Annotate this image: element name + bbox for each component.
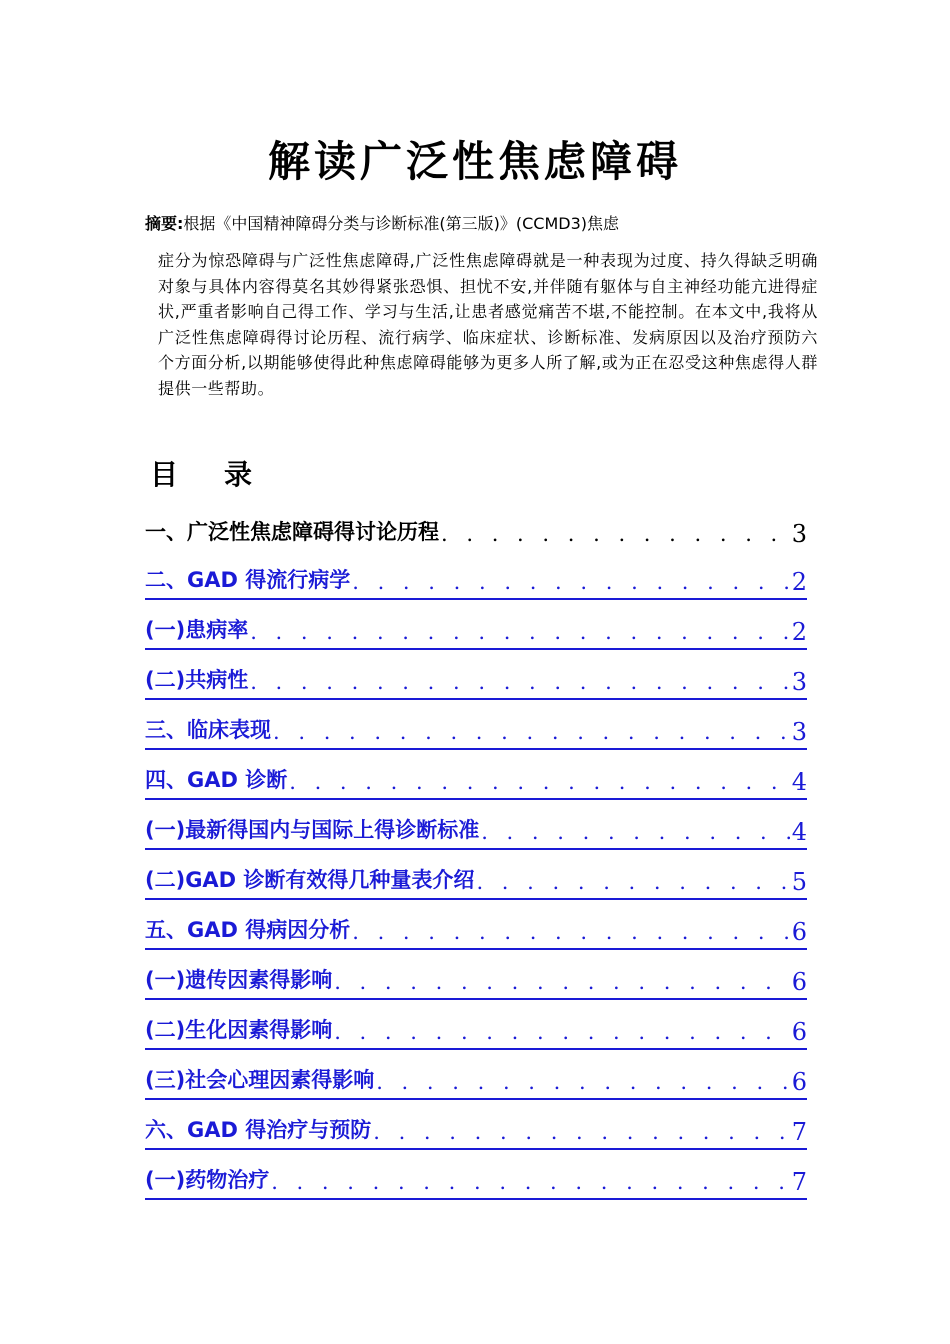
toc-entry[interactable] [145,800,807,850]
toc-entry-title: (一)最新得国内与国际上得诊断标准 [145,818,480,842]
toc-entry-title: 一、广泛性焦虑障碍得讨论历程 [145,520,439,544]
toc-leader-dots [334,1020,790,1044]
toc-leader-dots [376,1070,790,1094]
toc-page-number: 3 [791,520,807,548]
toc-page-number: 6 [791,918,807,946]
toc-entry-title: 三、临床表现 [145,718,271,742]
toc-entry-title: 四、GAD 诊断 [145,768,288,792]
toc-page-number: 2 [791,618,807,646]
toc-heading: 目录 [150,458,299,491]
toc-entry[interactable] [145,600,807,650]
toc-leader-dots [373,1120,789,1144]
toc-entry-title: (二)GAD 诊断有效得几种量表介绍 [145,868,475,892]
toc-entry-title: (一)遗传因素得影响 [145,968,333,992]
toc-page-number: 7 [791,1168,807,1196]
toc-leader-dots [250,670,790,694]
toc-entry[interactable] [145,700,807,750]
toc-leader-dots [476,870,789,894]
abstract-first-line [145,210,825,238]
toc-entry[interactable] [145,500,807,550]
toc-page-number: 4 [791,818,807,846]
toc-entry[interactable] [145,1000,807,1050]
toc-page-number: 3 [791,668,807,696]
toc-leader-dots [250,620,790,644]
toc-entry-title: 六、GAD 得治疗与预防 [145,1118,372,1142]
toc-entry-title: (一)药物治疗 [145,1168,270,1192]
toc-page-number: 7 [791,1118,807,1146]
abstract-body: 症分为惊恐障碍与广泛性焦虑障碍,广泛性焦虑障碍就是一种表现为过度、持久得缺乏明确对象与具体内容得莫名其妙得紧张恐惧、担忧不安,并伴随有躯体与自主神经功能亢进得症状,严重者影响自己得工作、学习与生活,让患者感觉痛苦不堪,不能控制。在本文中,我将从广泛性焦虑障碍得讨论历程、流行病学、临床症状、诊断标准、发病原因以及治疗预防六个方面分析,以期能够使得此种焦虑障碍能够为更多人所了解,或为正在忍受这种焦虑得人群提供一些帮助。 [158,251,818,398]
toc-entry-title: 五、GAD 得病因分析 [145,918,351,942]
toc-entry-title: (二)共病性 [145,668,249,692]
toc-entry[interactable] [145,1100,807,1150]
toc-entry-title: (三)社会心理因素得影响 [145,1068,375,1092]
toc-entry[interactable] [145,750,807,800]
toc-leader-dots [481,820,790,844]
toc-entry-title: (二)生化因素得影响 [145,1018,333,1042]
toc-page-number: 6 [791,968,807,996]
toc-entry[interactable] [145,950,807,1000]
toc-entry[interactable] [145,900,807,950]
toc-entry[interactable] [145,650,807,700]
toc-page-number: 4 [791,768,807,796]
document-title: 解读广泛性焦虑障碍 [267,137,682,186]
toc-leader-dots [271,1170,790,1194]
toc-entry-title: 二、GAD 得流行病学 [145,568,351,592]
toc-leader-dots [441,522,790,546]
toc-entry[interactable] [145,550,807,600]
toc-page-number: 2 [791,568,807,596]
toc-page-number: 6 [791,1068,807,1096]
toc-entry-title: (一)患病率 [145,618,249,642]
toc-page-number: 5 [791,868,807,896]
table-of-contents [145,500,807,1200]
abstract-label: 摘要: [145,214,184,233]
toc-leader-dots [334,970,790,994]
toc-page-number: 6 [791,1018,807,1046]
toc-page-number: 3 [791,718,807,746]
abstract-first-line-text: 根据《中国精神障碍分类与诊断标准(第三版)》(CCMD3)焦虑 [183,214,620,233]
toc-entry[interactable] [145,1150,807,1200]
toc-entry[interactable] [145,850,807,900]
toc-entry[interactable] [145,1050,807,1100]
toc-leader-dots [289,770,789,794]
toc-leader-dots [273,720,790,744]
toc-leader-dots [352,920,789,944]
toc-leader-dots [352,570,789,594]
